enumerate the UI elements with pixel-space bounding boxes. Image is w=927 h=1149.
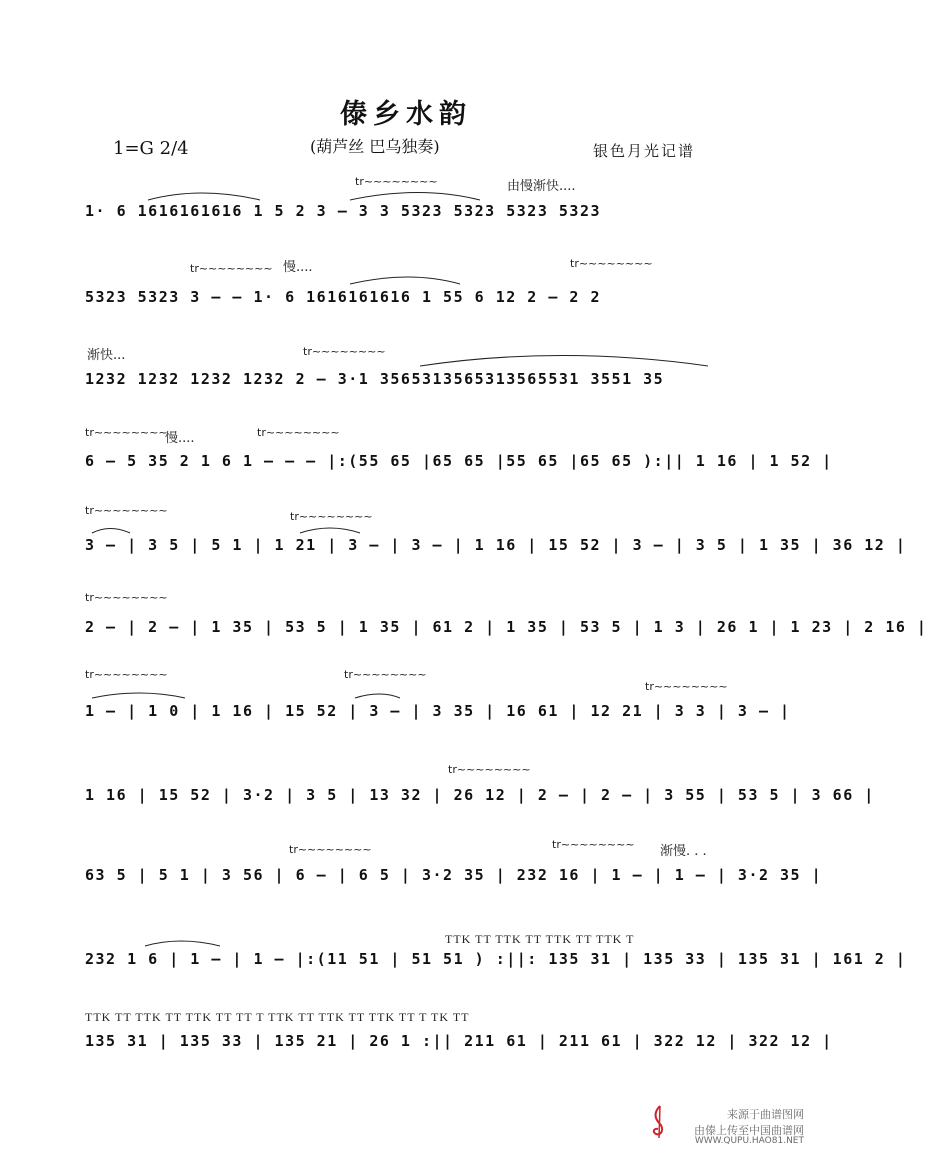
score-line: 1 16 | 15 52 | 3·2 | 3 5 | 13 32 | 26 12 | 2 – | 2 – | 3 55 | 53 5 | 3 66 | [85, 786, 875, 804]
score-line: 6 – 5 35 2 1 6 1 – – – |:(55 65 |65 65 |55 65 |65 65 ):|| 1 16 | 1 52 | [85, 452, 833, 470]
score-line: 5323 5323 3 – – 1· 6 1616161616 1 55 6 12 2 – 2 2 [85, 288, 602, 306]
trill-mark: tr~~~~~~~~ [85, 426, 168, 439]
tempo-mark-3: 渐快... [87, 348, 126, 363]
treble-clef-icon [650, 1104, 668, 1140]
trill-mark: tr~~~~~~~~ [190, 262, 273, 275]
trill-mark: tr~~~~~~~~ [448, 763, 531, 776]
trill-mark: tr~~~~~~~~ [257, 426, 340, 439]
tonguing-marks: TTK TT TTK TT TTK TT TTK T [445, 932, 635, 946]
trill-mark: tr~~~~~~~~ [303, 345, 386, 358]
score-line: 1 – | 1 0 | 1 16 | 15 52 | 3 – | 3 35 | 16 61 | 12 21 | 3 3 | 3 – | [85, 702, 791, 720]
page-subtitle: (葫芦丝 巴乌独奏) [310, 137, 440, 156]
tempo-mark-4: 慢.... [165, 431, 195, 446]
score-line: 232 1 6 | 1 – | 1 – |:(11 51 | 51 51 ) :||: 135 31 | 135 33 | 135 31 | 161 2 | [85, 950, 907, 968]
trill-mark: tr~~~~~~~~ [344, 668, 427, 681]
page-title: 傣乡水韵 [340, 99, 472, 130]
score-line: 1232 1232 1232 1232 2 – 3·1 3565313565313565531 3551 35 [85, 370, 665, 388]
trill-mark: tr~~~~~~~~ [289, 843, 372, 856]
watermark-url: WWW.QUPU.HAO81.NET [694, 1136, 804, 1146]
trill-mark: tr~~~~~~~~ [570, 257, 653, 270]
tonguing-marks: TTK TT TTK TT TTK TT TT T TTK TT TTK TT TTK TT T TK TT [85, 1010, 470, 1024]
tempo-mark-5: 渐慢. . . [660, 844, 707, 859]
score-line: 3 – | 3 5 | 5 1 | 1 21 | 3 – | 3 – | 1 16 | 15 52 | 3 – | 3 5 | 1 35 | 36 12 | [85, 536, 907, 554]
trill-mark: tr~~~~~~~~ [552, 838, 635, 851]
trill-mark: tr~~~~~~~~ [645, 680, 728, 693]
trill-mark: tr~~~~~~~~ [85, 668, 168, 681]
tempo-mark-2: 慢.... [283, 260, 313, 275]
key-signature: 1=G 2/4 [113, 138, 189, 159]
transcriber-credit: 银色月光记谱 [593, 142, 696, 160]
tempo-mark-1: 由慢渐快.... [507, 179, 576, 194]
trill-mark: tr~~~~~~~~ [290, 510, 373, 523]
score-line: 2 – | 2 – | 1 35 | 53 5 | 1 35 | 61 2 | 1 35 | 53 5 | 1 3 | 26 1 | 1 23 | 2 16 | [85, 618, 927, 636]
watermark-source: 来源于曲谱图网 [727, 1108, 804, 1121]
score-line: 1· 6 1616161616 1 5 2 3 – 3 3 5323 5323 5323 5323 [85, 202, 602, 220]
trill-mark: tr~~~~~~~~ [355, 175, 438, 188]
score-line: 63 5 | 5 1 | 3 56 | 6 – | 6 5 | 3·2 35 | 232 16 | 1 – | 1 – | 3·2 35 | [85, 866, 823, 884]
score-line: 135 31 | 135 33 | 135 21 | 26 1 :|| 211 61 | 211 61 | 322 12 | 322 12 | [85, 1032, 833, 1050]
watermark-uploader: 由傣上传至中国曲谱网 [694, 1124, 804, 1137]
trill-mark: tr~~~~~~~~ [85, 591, 168, 604]
trill-mark: tr~~~~~~~~ [85, 504, 168, 517]
